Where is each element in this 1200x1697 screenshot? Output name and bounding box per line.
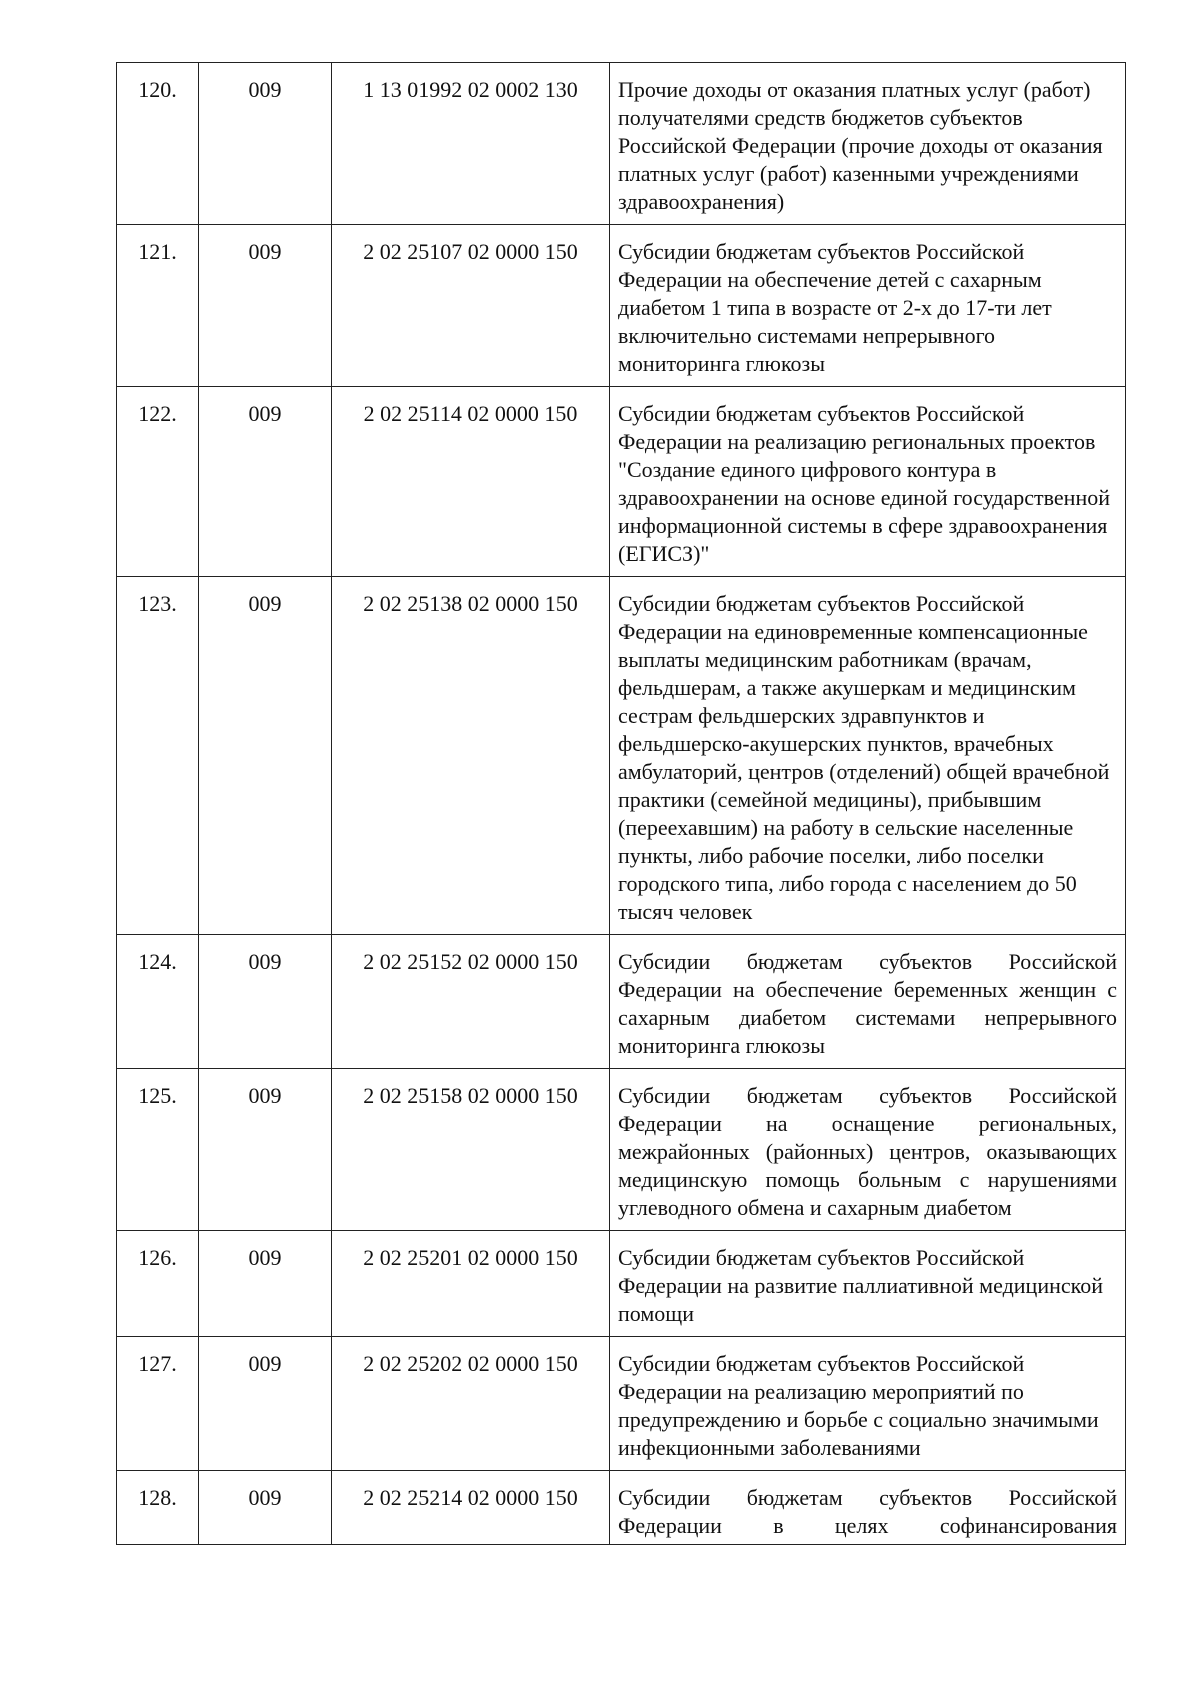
row-number: 121.	[117, 225, 199, 387]
budget-classification-code: 2 02 25107 02 0000 150	[332, 225, 610, 387]
administrator-code: 009	[199, 387, 332, 577]
revenue-description: Прочие доходы от оказания платных услуг (работ) получателями средств бюджетов субъектов Российской Федерации (прочие доходы от оказания платных услуг (работ) казенными учреждениями здравоохранения)	[610, 63, 1126, 225]
revenue-description: Субсидии бюджетам субъектов Российской Федерации в целях софинансирования	[610, 1471, 1126, 1545]
row-number: 127.	[117, 1337, 199, 1471]
table-row	[117, 935, 1126, 1069]
row-number: 125.	[117, 1069, 199, 1231]
administrator-code: 009	[199, 935, 332, 1069]
revenue-description: Субсидии бюджетам субъектов Российской Федерации на единовременные компенсационные выплаты медицинским работникам (врачам, фельдшерам, а также акушеркам и медицинским сестрам фельдшерских здравпунктов и фельдшерско-акушерских пунктов, врачебных амбулаторий, центров (отделений) общей врачебной практики (семейной медицины), прибывшим (переехавшим) на работу в сельские населенные пункты, либо рабочие поселки, либо поселки городского типа, либо города с населением до 50 тысяч человек	[610, 577, 1126, 935]
administrator-code: 009	[199, 1231, 332, 1337]
table-row	[117, 1337, 1126, 1471]
row-number: 123.	[117, 577, 199, 935]
revenue-description: Субсидии бюджетам субъектов Российской Федерации на обеспечение беременных женщин с сахарным диабетом системами непрерывного мониторинга глюкозы	[610, 935, 1126, 1069]
budget-classification-code: 2 02 25214 02 0000 150	[332, 1471, 610, 1545]
revenue-description: Субсидии бюджетам субъектов Российской Федерации на реализацию мероприятий по предупреждению и борьбе с социально значимыми инфекционными заболеваниями	[610, 1337, 1126, 1471]
administrator-code: 009	[199, 225, 332, 387]
revenue-description: Субсидии бюджетам субъектов Российской Федерации на обеспечение детей с сахарным диабетом 1 типа в возрасте от 2-х до 17-ти лет включительно системами непрерывного мониторинга глюкозы	[610, 225, 1126, 387]
table-row	[117, 225, 1126, 387]
budget-classification-code: 2 02 25114 02 0000 150	[332, 387, 610, 577]
budget-classification-code: 2 02 25202 02 0000 150	[332, 1337, 610, 1471]
row-number: 120.	[117, 63, 199, 225]
budget-classification-code: 2 02 25201 02 0000 150	[332, 1231, 610, 1337]
row-number: 124.	[117, 935, 199, 1069]
table-row	[117, 387, 1126, 577]
table-row	[117, 63, 1126, 225]
table-row	[117, 1471, 1126, 1545]
table-row	[117, 577, 1126, 935]
budget-classification-code: 2 02 25158 02 0000 150	[332, 1069, 610, 1231]
row-number: 126.	[117, 1231, 199, 1337]
table-row	[117, 1231, 1126, 1337]
revenue-codes-table	[116, 62, 1126, 1545]
budget-classification-code: 1 13 01992 02 0002 130	[332, 63, 610, 225]
budget-classification-code: 2 02 25138 02 0000 150	[332, 577, 610, 935]
administrator-code: 009	[199, 1471, 332, 1545]
revenue-description: Субсидии бюджетам субъектов Российской Федерации на развитие паллиативной медицинской помощи	[610, 1231, 1126, 1337]
administrator-code: 009	[199, 577, 332, 935]
administrator-code: 009	[199, 1069, 332, 1231]
revenue-description: Субсидии бюджетам субъектов Российской Федерации на реализацию региональных проектов "Создание единого цифрового контура в здравоохранении на основе единой государственной информационной системы в сфере здравоохранения (ЕГИСЗ)"	[610, 387, 1126, 577]
budget-classification-code: 2 02 25152 02 0000 150	[332, 935, 610, 1069]
revenue-description: Субсидии бюджетам субъектов Российской Федерации на оснащение региональных, межрайонных (районных) центров, оказывающих медицинскую помощь больным с нарушениями углеводного обмена и сахарным диабетом	[610, 1069, 1126, 1231]
administrator-code: 009	[199, 63, 332, 225]
table-row	[117, 1069, 1126, 1231]
administrator-code: 009	[199, 1337, 332, 1471]
row-number: 122.	[117, 387, 199, 577]
row-number: 128.	[117, 1471, 199, 1545]
